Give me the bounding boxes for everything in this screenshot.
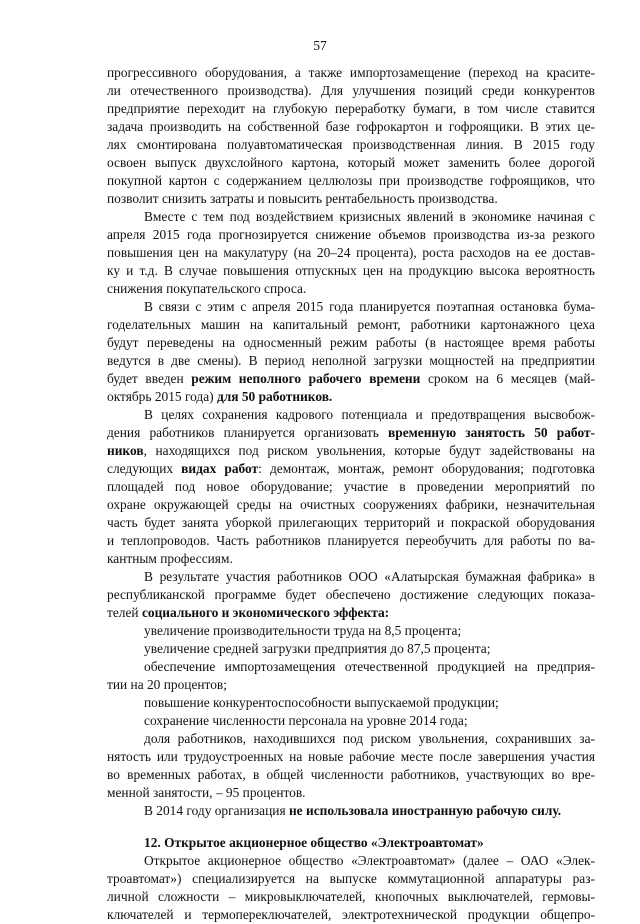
bold-text: ников [107, 443, 144, 458]
text-line [107, 244, 595, 262]
text-run: увеличение средней загрузки предприятия до 87,5 процента; [144, 641, 491, 656]
text-line [107, 766, 595, 784]
text-run: сроком на 6 месяцев (май- [420, 371, 595, 386]
text-run: ведутся в две смены). В период неполной загрузки мощностей на предприятии [107, 353, 595, 368]
text-line [107, 550, 595, 568]
text-run: годелательных машин на капитальный ремонт, работники картонажного цеха [107, 317, 595, 332]
text-line [107, 496, 595, 514]
text-run: , находящихся под риском увольнения, которые будут задействованы на [143, 443, 595, 458]
bold-text: временную занятость 50 работ- [388, 425, 595, 440]
text-run: и теплопроводов. Часть работников планируется переобучить для работы по ва- [107, 533, 595, 548]
bold-text: социального и экономического эффекта: [141, 605, 390, 620]
text-run: апреля 2015 года прогнозируется снижение объемов производства из-за резкого [107, 227, 595, 242]
text-line [107, 298, 595, 316]
text-run: : демонтаж, монтаж, ремонт оборудования; подготовка [258, 461, 595, 476]
text-line [107, 784, 595, 802]
text-line [107, 532, 595, 550]
text-line [107, 640, 595, 658]
text-run: снижения покупательского спроса. [107, 281, 307, 296]
bold-text: не использовала иностранную рабочую силу. [288, 803, 562, 818]
bold-text: для 50 работников. [216, 389, 333, 404]
text-run: телей [107, 605, 142, 620]
text-run: будет введен [107, 371, 192, 386]
text-run: нятость или трудоустроенных на новые рабочие месте после завершения участия [107, 749, 595, 764]
text-run: дения работников планируется организовать [107, 425, 389, 440]
text-line [107, 694, 595, 712]
text-run: обеспечение импортозамещения отечественной продукцией на предприя- [144, 659, 595, 674]
text-run: тии на 20 процентов; [107, 677, 227, 692]
text-line [107, 424, 595, 442]
text-run: троавтомат») специализируется на выпуске коммутационной аппаратуры раз- [107, 871, 595, 886]
text-line [107, 208, 595, 226]
text-run: В результате участия работников ООО «Алатырская бумажная фабрика» в [144, 569, 595, 584]
text-line [107, 262, 595, 280]
text-line [107, 172, 595, 190]
section-gap [107, 820, 595, 834]
text-run: В 2014 году организация [144, 803, 289, 818]
section-heading [107, 834, 595, 852]
bold-text: видах работ [181, 461, 259, 476]
text-line [107, 190, 595, 208]
text-line [107, 316, 595, 334]
text-run: предприятие переходит на глубокую переработку бумаги, в том числе ставится [107, 101, 595, 116]
text-line [107, 100, 595, 118]
text-line [107, 658, 595, 676]
text-run: республиканской программе будет обеспечено достижение следующих показа- [107, 587, 595, 602]
text-run: охране окружающей среды на очистных сооружениях фабрики, незначительная [107, 497, 595, 512]
text-line [107, 888, 595, 906]
text-line [107, 604, 595, 622]
text-run: ку и т.д. В случае повышения отпускных цен на продукцию высока вероятность [107, 263, 595, 278]
text-run: освоен выпуск двухслойного картона, который может заменить более дорогой [107, 155, 595, 170]
text-line [107, 136, 595, 154]
text-run: во временных работах, в общей численности работников, участвующих во вре- [107, 767, 595, 782]
text-run: октябрь 2015 года) [107, 389, 217, 404]
text-line [107, 370, 595, 388]
text-line [107, 676, 595, 694]
text-run: повышения цен на макулатуру (на 20–24 процента), роста расходов на ее достав- [107, 245, 595, 260]
text-run: В целях сохранения кадрового потенциала и предотвращения высвобож- [144, 407, 595, 422]
text-run: прогрессивного оборудования, а также импортозамещение (переход на красите- [107, 65, 595, 80]
text-line [107, 802, 595, 820]
text-run: Открытое акционерное общество «Электроавтомат» (далее – ОАО «Элек- [144, 853, 595, 868]
text-line [107, 118, 595, 136]
text-line [107, 906, 595, 924]
text-line [107, 406, 595, 424]
text-run: увеличение производительности труда на 8,5 процента; [144, 623, 462, 638]
text-line [107, 352, 595, 370]
text-run: часть будет занята уборкой прилегающих территорий и покраской оборудования [107, 515, 595, 530]
text-run: площадей под новое оборудование; участие в проведении мероприятий по [107, 479, 595, 494]
text-run: В связи с этим с апреля 2015 года планируется поэтапная остановка бума- [144, 299, 595, 314]
text-line [107, 622, 595, 640]
text-run: ключателей и термопереключателей, электротехнической продукции общепро- [107, 907, 595, 922]
text-run: будут переведены на односменный режим работы (в настоящее время работы [107, 335, 595, 350]
text-line [107, 568, 595, 586]
document-body [107, 64, 595, 924]
text-run: задача производить на собственной базе гофрокартон и гофроящики. В этих це- [107, 119, 595, 134]
text-run: менной занятости, – 95 процентов. [107, 785, 306, 800]
text-run: кантным профессиям. [107, 551, 233, 566]
text-run: Вместе с тем под воздействием кризисных явлений в экономике начиная с [144, 209, 595, 224]
bold-text: режим неполного рабочего времени [191, 371, 421, 386]
text-run: доля работников, находившихся под риском увольнения, сохранивших за- [144, 731, 595, 746]
text-run: следующих [107, 461, 182, 476]
text-run: позволит снизить затраты и повысить рентабельность производства. [107, 191, 498, 206]
text-line [107, 514, 595, 532]
text-line [107, 712, 595, 730]
text-line [107, 388, 595, 406]
text-run: сохранение численности персонала на уровне 2014 года; [144, 713, 468, 728]
text-line [107, 154, 595, 172]
text-line [107, 82, 595, 100]
text-line [107, 478, 595, 496]
text-line [107, 586, 595, 604]
text-run: ли отечественного производства). Для улучшения позиций среди конкурентов [107, 83, 595, 98]
text-run: лях смонтирована полуавтоматическая производственная линия. В 2015 году [107, 137, 595, 152]
text-line [107, 334, 595, 352]
text-line [107, 226, 595, 244]
text-line [107, 852, 595, 870]
text-line [107, 442, 595, 460]
text-run: личной сложности – микровыключателей, кнопочных выключателей, гермовы- [107, 889, 595, 904]
text-line [107, 460, 595, 478]
text-line [107, 748, 595, 766]
text-line [107, 870, 595, 888]
text-line [107, 64, 595, 82]
text-line [107, 280, 595, 298]
text-run: 12. Открытое акционерное общество «Электроавтомат» [144, 835, 484, 850]
page-number: 57 [313, 38, 327, 53]
text-run: покупной картон с содержанием целлюлозы при производстве гофроящиков, что [107, 173, 595, 188]
text-run: повышение конкурентоспособности выпускаемой продукции; [144, 695, 499, 710]
text-line [107, 730, 595, 748]
